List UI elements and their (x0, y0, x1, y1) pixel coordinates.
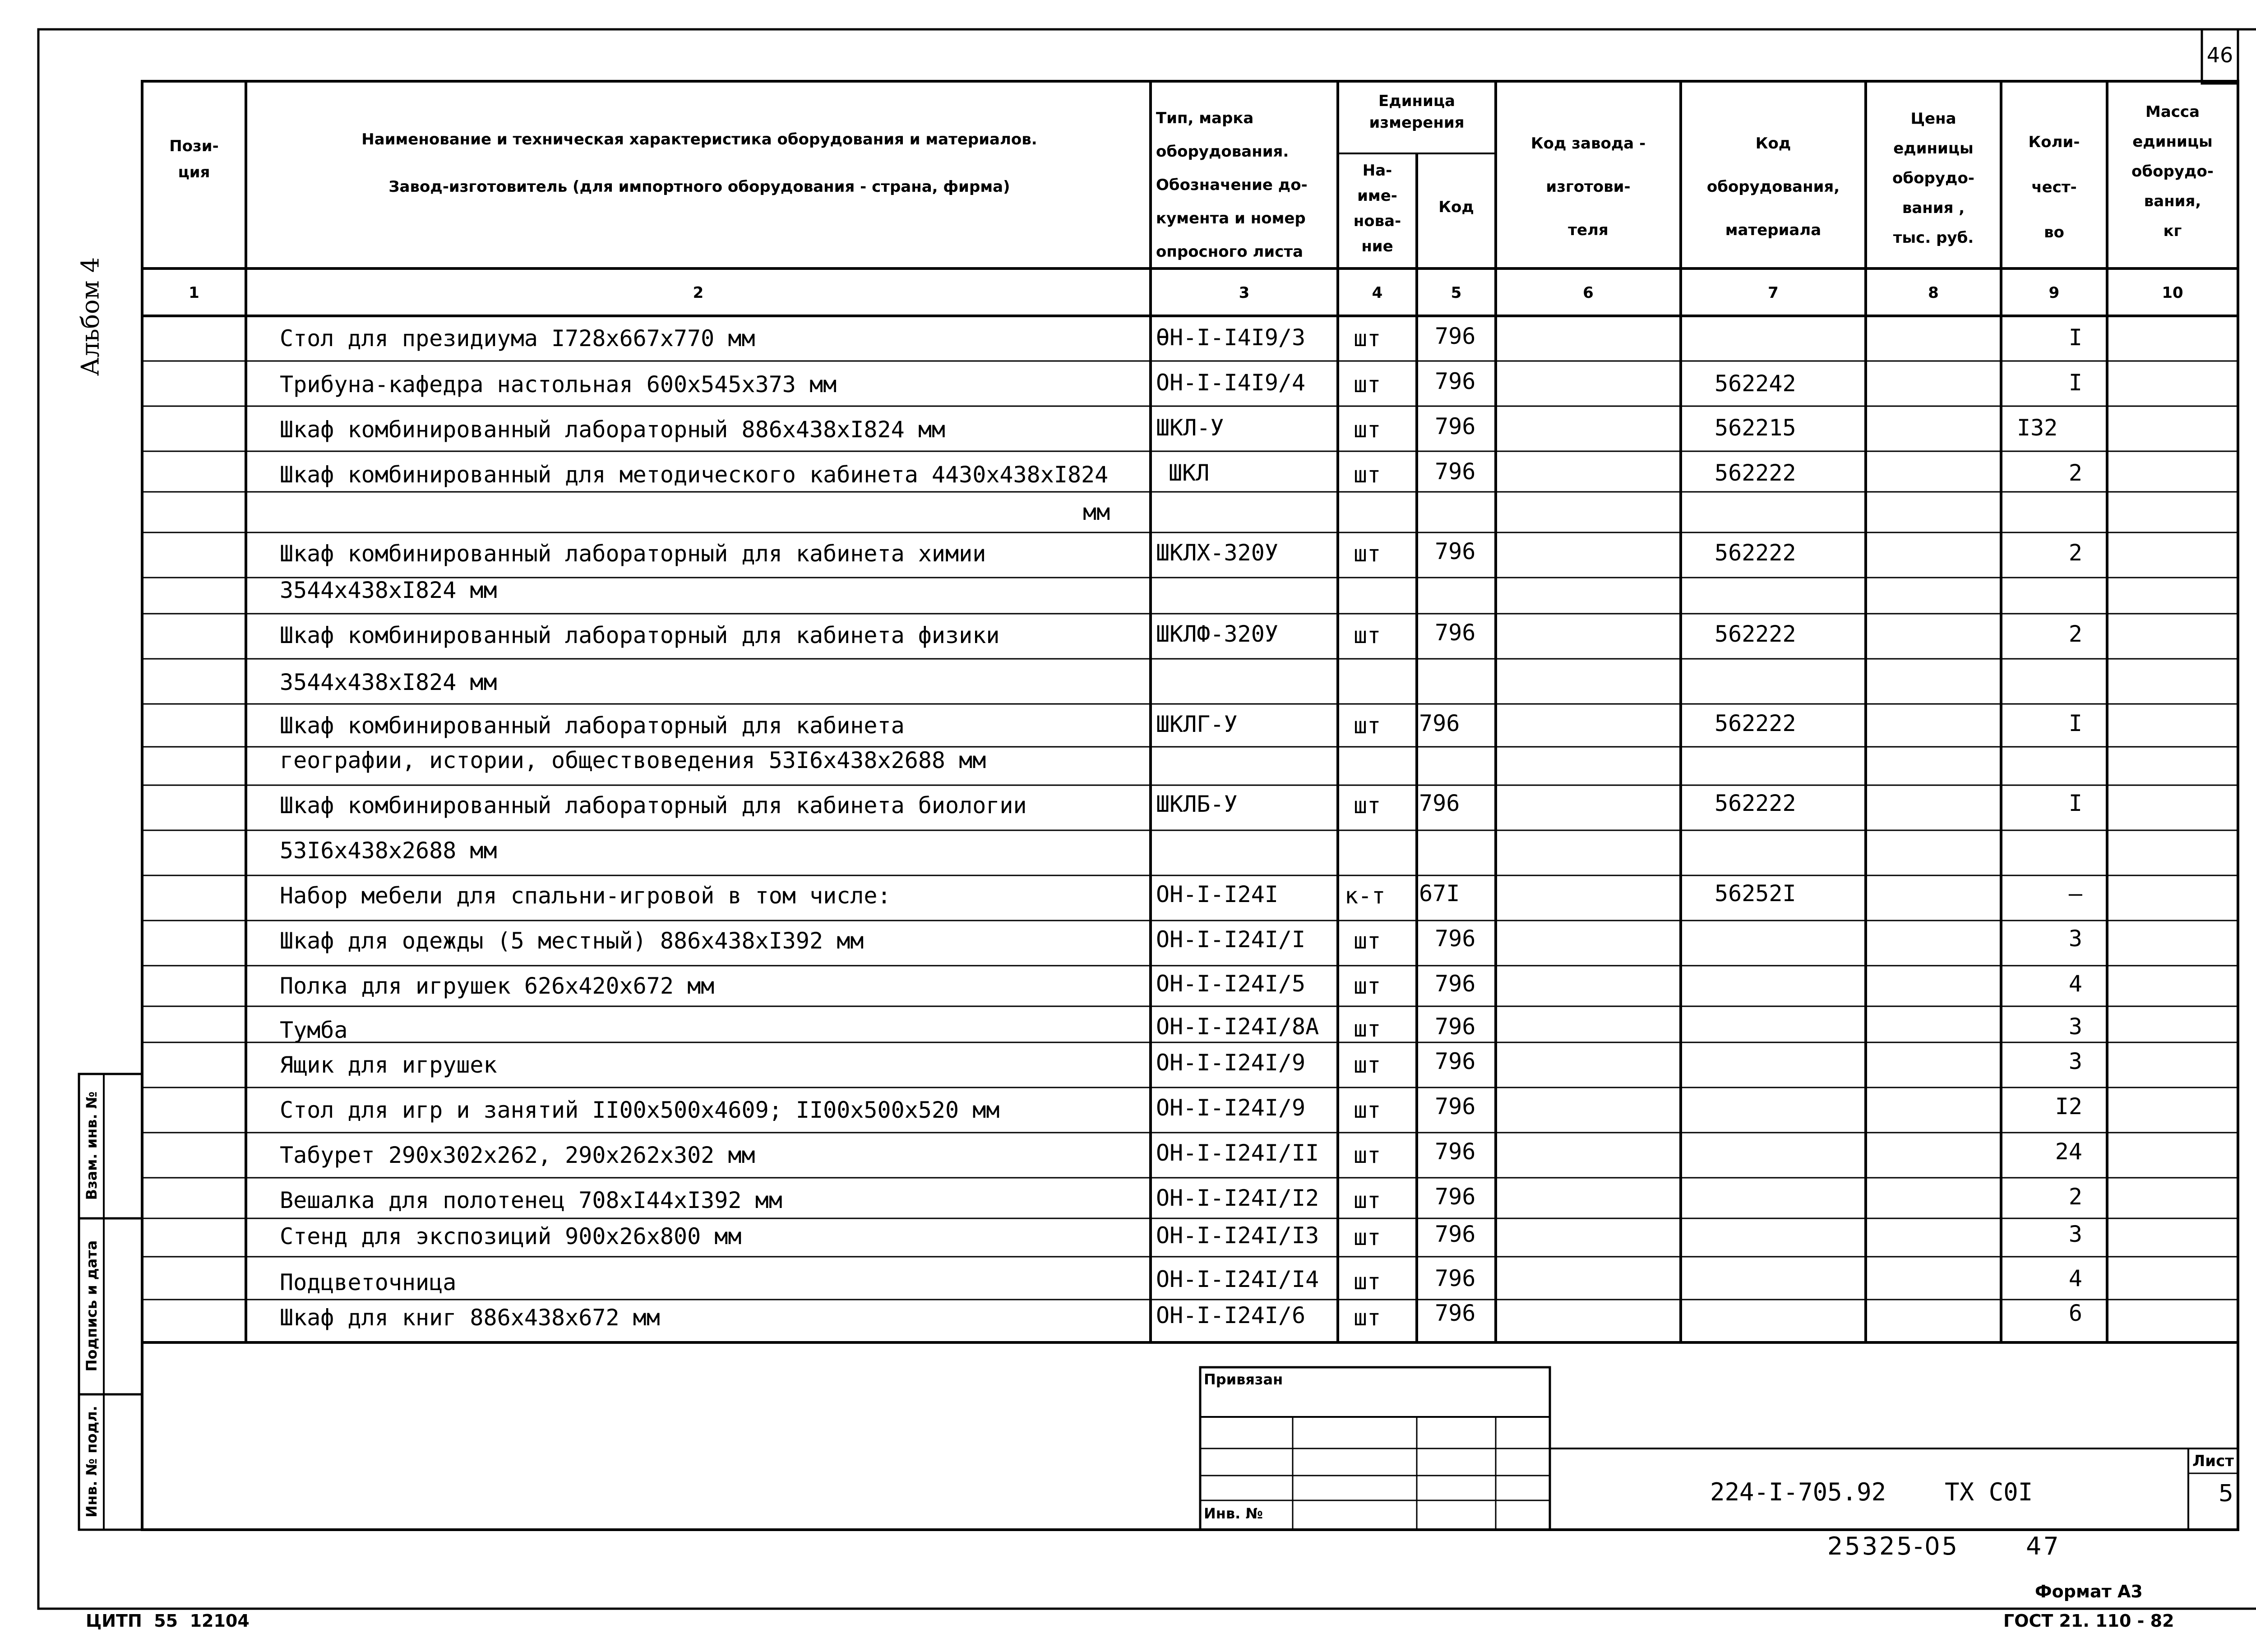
row-name: 53I6x438x2688 мм (280, 838, 497, 864)
row-material-code: 562222 (1715, 790, 1796, 816)
row-type: ШКЛХ-320У (1156, 540, 1278, 566)
row-unit: шт (1354, 792, 1381, 819)
row-material-code: 562222 (1715, 710, 1796, 736)
row-unit: шт (1354, 325, 1381, 352)
side-label-inv-podl: Инв. № подл. (83, 1406, 100, 1518)
row-type: ОН-I-I24I/II (1156, 1140, 1319, 1166)
row-unit: шт (1354, 622, 1381, 648)
row-unit: шт (1354, 1305, 1381, 1331)
row-name: Стол для президиума I728x667x770 мм (280, 325, 755, 352)
row-name: Полка для игрушек 626x420x672 мм (280, 973, 715, 999)
row-unit-code: 796 (1435, 1093, 1476, 1120)
header-unit-group: Единица измерения (1369, 92, 1465, 132)
row-type: ШКЛФ-320У (1156, 621, 1278, 647)
row-unit-code: 796 (1435, 971, 1476, 997)
row-quantity: 2 (2068, 621, 2082, 647)
row-unit: шт (1354, 1224, 1381, 1250)
header-unit-name: На- име- нова- ние (1353, 162, 1401, 255)
row-unit-code: 796 (1435, 1221, 1476, 1247)
row-unit-code: 796 (1435, 1300, 1476, 1326)
row-quantity: – (2068, 880, 2082, 907)
row-unit-code: 796 (1435, 368, 1476, 394)
row-type: ОН-I-I24I/6 (1156, 1302, 1306, 1328)
row-name: Шкаф комбинированный лабораторный для кабинета физики (280, 622, 1000, 648)
row-material-code: 562215 (1715, 415, 1796, 441)
row-name: Шкаф для одежды (5 местный) 886x438xI392 мм (280, 928, 864, 954)
row-material-code: 562242 (1715, 370, 1796, 397)
row-unit: шт (1354, 1142, 1381, 1168)
row-unit-code: 67I (1419, 880, 1460, 907)
row-unit-code: 796 (1435, 323, 1476, 349)
header-name-line1: Наименование и техническая характеристика оборудования и материалов. (361, 130, 1037, 148)
row-unit: к-т (1345, 883, 1386, 909)
format-label: Формат А3 (2035, 1582, 2143, 1601)
header-factory-code: Код завода - изготови- теля (1530, 134, 1646, 239)
row-unit-code: 796 (1435, 538, 1476, 565)
row-type: ШКЛБ-У (1156, 791, 1238, 817)
side-label-vzam: Взам. инв. № (83, 1091, 100, 1200)
sheet-number-top: 46 (2206, 43, 2233, 67)
row-name: Набор мебели для спальни-игровой в том числе: (280, 883, 891, 909)
row-quantity: 6 (2068, 1300, 2082, 1326)
row-quantity: I (2068, 324, 2082, 351)
col-number: 6 (1583, 284, 1594, 302)
citp-label: ЦИТП 55 12104 (86, 1611, 250, 1631)
row-type: ОН-I-I4I9/4 (1156, 370, 1306, 396)
col-number: 10 (2162, 284, 2183, 302)
row-quantity: 2 (2068, 460, 2082, 486)
row-unit: шт (1354, 928, 1381, 954)
row-unit-code: 796 (1435, 925, 1476, 952)
list-number: 5 (2218, 1480, 2233, 1507)
handwritten-number: 25325-05 47 (1827, 1532, 2061, 1560)
row-unit-code: 796 (1435, 413, 1476, 440)
row-type: ОН-I-I24I (1156, 881, 1278, 907)
row-name: Трибуна-кафедра настольная 600x545x373 мм (280, 371, 837, 398)
gost-label: ГОСТ 21. 110 - 82 (2003, 1611, 2174, 1631)
row-material-code: 56252I (1715, 880, 1796, 907)
row-name: 3544x438xI824 мм (280, 669, 497, 695)
side-label-podpis: Подпись и дата (83, 1240, 100, 1372)
header-price: Цена единицы оборудо- вания , тыс. руб. (1892, 110, 1974, 247)
row-unit-code: 796 (1435, 1265, 1476, 1291)
row-material-code: 562222 (1715, 460, 1796, 486)
row-quantity: I (2068, 790, 2082, 816)
row-name: Тумба (280, 1017, 348, 1043)
row-material-code: 562222 (1715, 540, 1796, 566)
col-number: 1 (189, 284, 199, 302)
row-unit: шт (1354, 1268, 1381, 1295)
header-quantity: Коли- чест- во (2028, 133, 2080, 241)
row-quantity: 3 (2068, 925, 2082, 952)
row-quantity: 2 (2068, 1184, 2082, 1210)
row-name: мм (1083, 499, 1110, 525)
row-unit-code: 796 (1435, 1048, 1476, 1074)
row-type: ОН-I-I24I/8А (1156, 1013, 1319, 1040)
row-unit-code: 796 (1419, 790, 1460, 816)
row-type: ШКЛ (1169, 460, 1210, 486)
col-number: 5 (1451, 284, 1462, 302)
row-name: Вешалка для полотенец 708xI44xI392 мм (280, 1187, 782, 1213)
row-name: географии, истории, обществоведения 53I6x438x2688 мм (280, 747, 986, 773)
row-unit-code: 796 (1419, 710, 1460, 736)
row-quantity: I2 (2055, 1093, 2082, 1120)
row-name: Шкаф комбинированный лабораторный для кабинета (280, 713, 905, 739)
row-unit-code: 796 (1435, 1138, 1476, 1165)
row-name: Стол для игр и занятий II00x500x4609; II00x500x520 мм (280, 1097, 1000, 1123)
row-type: ШКЛ-У (1156, 415, 1224, 441)
header-type: Тип, марка оборудования. Обозначение до- кумента и номер опросного листа (1156, 109, 1308, 261)
col-number: 3 (1239, 284, 1250, 302)
row-unit: шт (1354, 462, 1381, 488)
row-unit: шт (1354, 541, 1381, 567)
row-name: Шкаф комбинированный лабораторный 886x438xI824 мм (280, 416, 946, 443)
row-type: ШКЛГ-У (1156, 711, 1238, 737)
row-type: ОН-I-I24I/9 (1156, 1095, 1306, 1121)
row-unit: шт (1354, 1016, 1381, 1042)
row-type: ОН-I-I24I/I2 (1156, 1185, 1319, 1211)
header-position: Пози- ция (169, 137, 219, 181)
row-quantity: 4 (2068, 1265, 2082, 1291)
row-unit: шт (1354, 1187, 1381, 1213)
row-unit-code: 796 (1435, 1184, 1476, 1210)
header-unit-code: Код (1438, 198, 1474, 216)
row-unit: шт (1354, 1052, 1381, 1078)
row-quantity: I (2068, 710, 2082, 736)
row-quantity: 3 (2068, 1013, 2082, 1040)
row-type: ОН-I-I24I/9 (1156, 1050, 1306, 1076)
row-quantity: 24 (2055, 1138, 2082, 1165)
row-unit-code: 796 (1435, 620, 1476, 646)
title-block-inv-no: Инв. № (1204, 1505, 1263, 1522)
row-unit: шт (1354, 416, 1381, 443)
header-mass: Масса единицы оборудо- вания, кг (2131, 103, 2214, 240)
row-quantity: 2 (2068, 540, 2082, 566)
row-name: 3544x438xI824 мм (280, 577, 497, 603)
title-block-privyazan: Привязан (1204, 1371, 1283, 1388)
row-name: Шкаф комбинированный для методического кабинета 4430x438xI824 (280, 462, 1109, 488)
row-unit: шт (1354, 713, 1381, 739)
row-unit: шт (1354, 973, 1381, 999)
list-label: Лист (2192, 1452, 2234, 1470)
row-type: ОН-I-I24I/I (1156, 926, 1306, 953)
row-unit: шт (1354, 371, 1381, 398)
row-unit: шт (1354, 1097, 1381, 1123)
row-type: ОН-I-I24I/5 (1156, 971, 1306, 997)
row-type: ОН-I-I24I/I3 (1156, 1222, 1319, 1249)
col-number: 8 (1928, 284, 1939, 302)
album-label: Альбом 4 (76, 257, 105, 376)
header-material-code: Код оборудования, материала (1706, 134, 1840, 239)
row-name: Ящик для игрушек (280, 1052, 497, 1078)
document-code: 224-I-705.92 ТХ С0I (1710, 1478, 2033, 1506)
row-name: Шкаф комбинированный лабораторный для кабинета биологии (280, 792, 1027, 819)
row-type: ѲН-I-I4I9/3 (1156, 324, 1306, 351)
row-unit-code: 796 (1435, 458, 1476, 485)
col-number: 7 (1768, 284, 1779, 302)
row-quantity: 3 (2068, 1221, 2082, 1247)
row-material-code: 562222 (1715, 621, 1796, 647)
row-type: ОН-I-I24I/I4 (1156, 1266, 1319, 1292)
row-quantity: I32 (2017, 415, 2058, 441)
col-number: 4 (1372, 284, 1383, 302)
col-number: 2 (693, 284, 704, 302)
row-quantity: I (2068, 370, 2082, 396)
row-name: Шкаф комбинированный лабораторный для кабинета химии (280, 541, 986, 567)
row-name: Стенд для экспозиций 900x26x800 мм (280, 1223, 742, 1249)
header-name-line2: Завод-изготовитель (для импортного оборудования - страна, фирма) (388, 178, 1010, 196)
row-unit-code: 796 (1435, 1013, 1476, 1040)
row-name: Табурет 290x302x262, 290x262x302 мм (280, 1142, 755, 1168)
row-name: Подцветочница (280, 1269, 457, 1296)
row-quantity: 3 (2068, 1048, 2082, 1074)
row-name: Шкаф для книг 886x438x672 мм (280, 1305, 660, 1331)
row-quantity: 4 (2068, 971, 2082, 997)
col-number: 9 (2048, 284, 2060, 302)
